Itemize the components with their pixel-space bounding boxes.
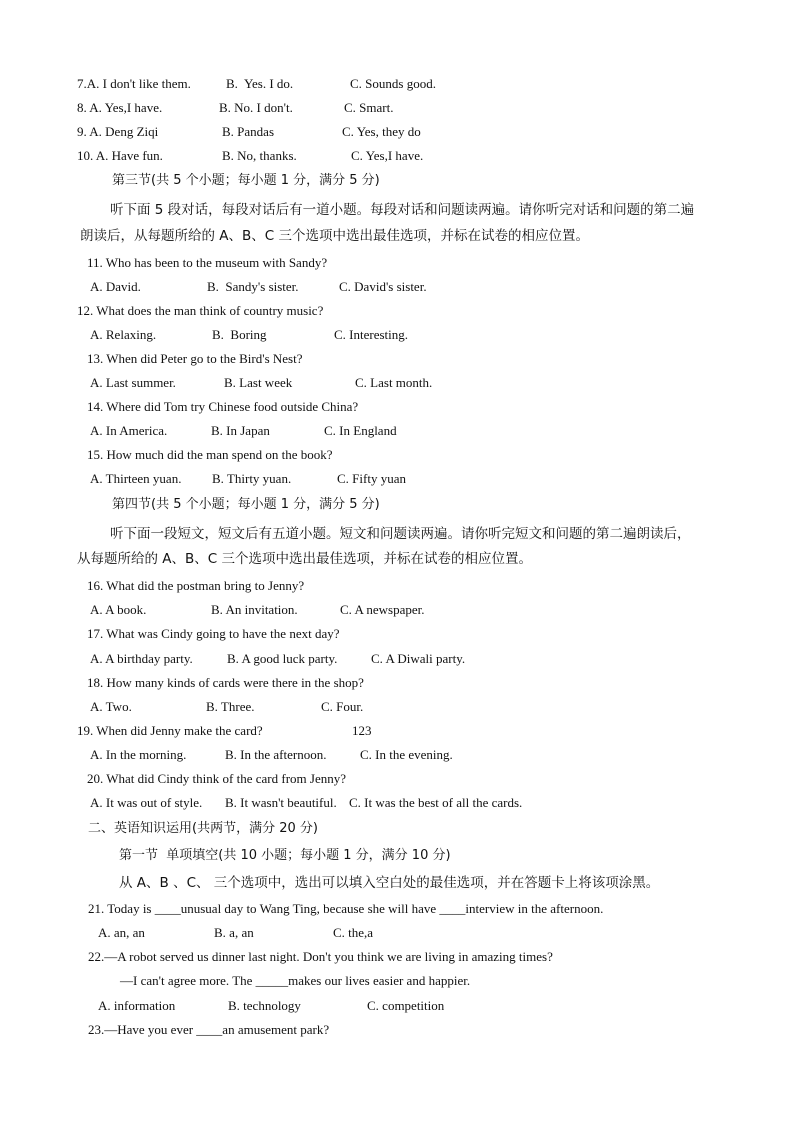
q20-option-a: A. It was out of style.	[90, 795, 203, 810]
q17-option-a: A. A birthday party.	[90, 651, 193, 666]
q12-option-b: B. Boring	[212, 327, 267, 342]
part-2-instruction: 从 A、B 、C、 三个选项中，选出可以填入空白处的最佳选项，并在答题卡上将该项涂黑。	[119, 875, 660, 891]
q7-option-b: B. Yes. I do.	[226, 76, 294, 91]
q12-question: 12. What does the man think of country music?	[77, 303, 324, 318]
q16-option-b: B. An invitation.	[211, 602, 298, 617]
q7-option-a: 7.A. I don't like them.	[77, 76, 191, 91]
q22-question: 22.—A robot served us dinner last night. Don't you think we are living in amazing times?	[88, 949, 553, 964]
q19-option-c: C. In the evening.	[360, 747, 453, 762]
q14-option-a: A. In America.	[90, 423, 168, 438]
part-2-title: 二、英语知识运用(共两节，满分 20 分)	[88, 821, 318, 836]
q18-option-c: C. Four.	[321, 699, 364, 714]
section-3-instruction-line1: 听下面 5 段对话，每段对话后有一道小题。每段对话和问题读两遍。请你听完对话和问题的第二遍	[110, 202, 695, 218]
q19-number-note: 123	[352, 723, 372, 738]
q19-option-a: A. In the morning.	[90, 747, 187, 762]
q13-option-c: C. Last month.	[355, 375, 433, 390]
q12-option-c: C. Interesting.	[334, 327, 409, 342]
section-4-instruction-line2: 从每题所给的 A、B、C 三个选项中选出最佳选项，并标在试卷的相应位置。	[77, 551, 533, 567]
q10-option-c: C. Yes,I have.	[351, 148, 424, 163]
q15-option-a: A. Thirteen yuan.	[90, 471, 182, 486]
q7-option-c: C. Sounds good.	[350, 76, 436, 91]
q8-option-b: B. No. I don't.	[219, 100, 293, 115]
q16-option-a: A. A book.	[90, 602, 147, 617]
q11-option-c: C. David's sister.	[339, 279, 427, 294]
q8-option-c: C. Smart.	[344, 100, 394, 115]
q8-option-a: 8. A. Yes,I have.	[77, 100, 163, 115]
q14-option-b: B. In Japan	[211, 423, 270, 438]
part-2-section-1-title: 第一节 单项填空(共 10 小题；每小题 1 分，满分 10 分)	[119, 848, 451, 863]
q20-option-b: B. It wasn't beautiful.	[225, 795, 337, 810]
q17-option-c: C. A Diwali party.	[371, 651, 466, 666]
q18-option-b: B. Three.	[206, 699, 255, 714]
q13-option-a: A. Last summer.	[90, 375, 176, 390]
section-3-instruction-line2: 朗读后，从每题所给的 A、B、C 三个选项中选出最佳选项，并标在试卷的相应位置。	[80, 228, 590, 244]
section-4-title: 第四节(共 5 个小题；每小题 1 分，满分 5 分)	[112, 497, 380, 512]
q11-option-b: B. Sandy's sister.	[207, 279, 299, 294]
q16-option-c: C. A newspaper.	[340, 602, 425, 617]
q17-option-b: B. A good luck party.	[227, 651, 338, 666]
q13-question: 13. When did Peter go to the Bird's Nest?	[87, 351, 303, 366]
q21-option-b: B. a, an	[214, 925, 254, 940]
q23-question: 23.—Have you ever ____an amusement park?	[88, 1022, 330, 1037]
section-4-instruction-line1: 听下面一段短文，短文后有五道小题。短文和问题读两遍。请你听完短文和问题的第二遍朗读后，	[110, 526, 691, 542]
q21-option-c: C. the,a	[333, 925, 374, 940]
q17-question: 17. What was Cindy going to have the next day?	[87, 626, 340, 641]
q15-option-b: B. Thirty yuan.	[212, 471, 292, 486]
q15-option-c: C. Fifty yuan	[337, 471, 406, 486]
q10-option-a: 10. A. Have fun.	[77, 148, 163, 163]
q16-question: 16. What did the postman bring to Jenny?	[87, 578, 305, 593]
q12-option-a: A. Relaxing.	[90, 327, 157, 342]
q22-response: —I can't agree more. The _____makes our lives easier and happier.	[120, 973, 471, 988]
q19-option-b: B. In the afternoon.	[225, 747, 327, 762]
q14-option-c: C. In England	[324, 423, 397, 438]
section-3-title: 第三节(共 5 个小题；每小题 1 分，满分 5 分)	[112, 173, 380, 188]
q22-option-c: C. competition	[367, 998, 445, 1013]
q18-option-a: A. Two.	[90, 699, 132, 714]
q9-option-c: C. Yes, they do	[342, 124, 421, 139]
q14-question: 14. Where did Tom try Chinese food outside China?	[87, 399, 359, 414]
q9-option-a: 9. A. Deng Ziqi	[77, 124, 159, 139]
q19-question: 19. When did Jenny make the card?	[77, 723, 263, 738]
q13-option-b: B. Last week	[224, 375, 293, 390]
q10-option-b: B. No, thanks.	[222, 148, 297, 163]
q20-question: 20. What did Cindy think of the card from Jenny?	[87, 771, 346, 786]
q15-question: 15. How much did the man spend on the book?	[87, 447, 333, 462]
q22-option-a: A. information	[98, 998, 176, 1013]
q21-option-a: A. an, an	[98, 925, 145, 940]
q20-option-c: C. It was the best of all the cards.	[349, 795, 523, 810]
q9-option-b: B. Pandas	[222, 124, 274, 139]
q21-question: 21. Today is ____unusual day to Wang Ting, because she will have ____interview in the afternoon.	[88, 901, 604, 916]
q11-question: 11. Who has been to the museum with Sandy?	[87, 255, 328, 270]
q11-option-a: A. David.	[90, 279, 141, 294]
q18-question: 18. How many kinds of cards were there in the shop?	[87, 675, 364, 690]
q22-option-b: B. technology	[228, 998, 301, 1013]
